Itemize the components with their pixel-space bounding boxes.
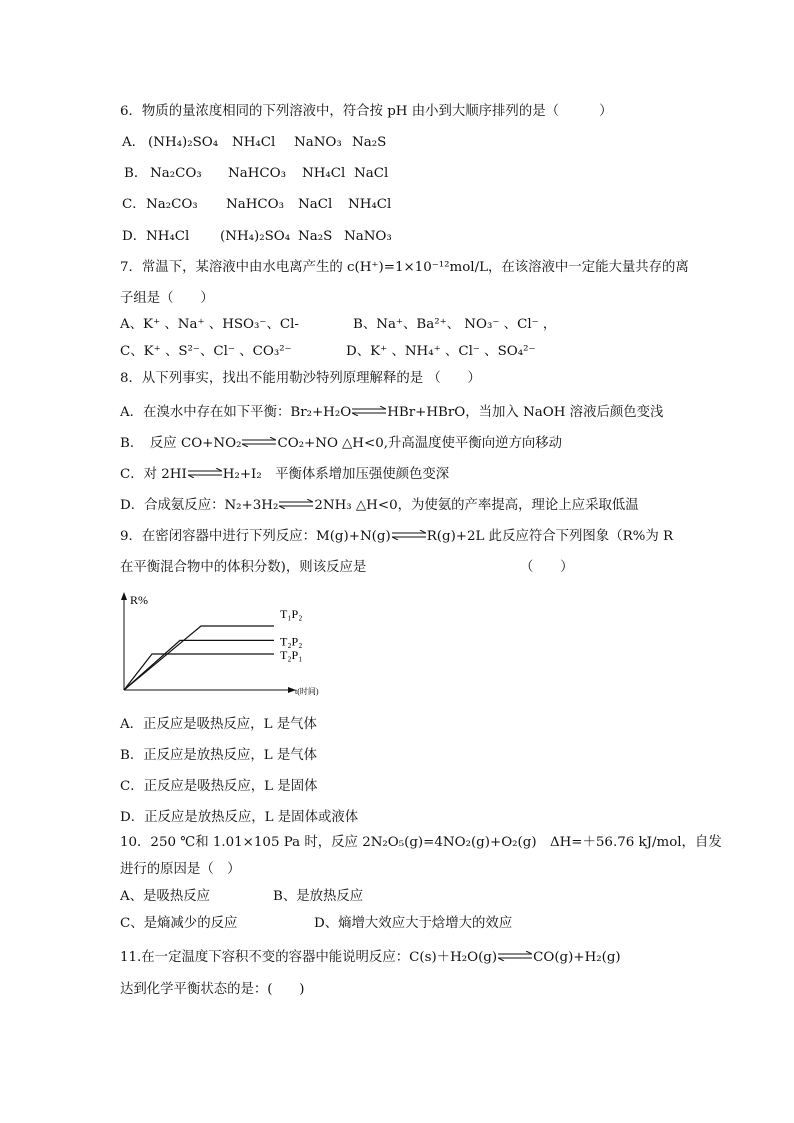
series-label-2: T₂P₂ xyxy=(280,634,303,649)
equilibrium-arrow-icon xyxy=(392,530,426,540)
equilibrium-arrow-icon xyxy=(188,468,222,478)
equilibrium-arrow-icon xyxy=(498,951,532,961)
x-axis-label: t(时间) xyxy=(295,687,319,696)
y-axis-arrow-icon xyxy=(121,592,127,600)
equilibrium-arrow-icon xyxy=(352,406,386,416)
r-percent-time-chart xyxy=(112,590,352,702)
series-line-1 xyxy=(124,626,274,690)
equilibrium-arrow-icon xyxy=(242,437,276,447)
series-line-2 xyxy=(124,640,274,690)
equilibrium-arrow-icon xyxy=(279,499,313,509)
y-axis-label: R% xyxy=(130,593,148,607)
series-label-3: T₂P₁ xyxy=(280,648,303,662)
series-label-1: T₁P₂ xyxy=(280,607,303,621)
